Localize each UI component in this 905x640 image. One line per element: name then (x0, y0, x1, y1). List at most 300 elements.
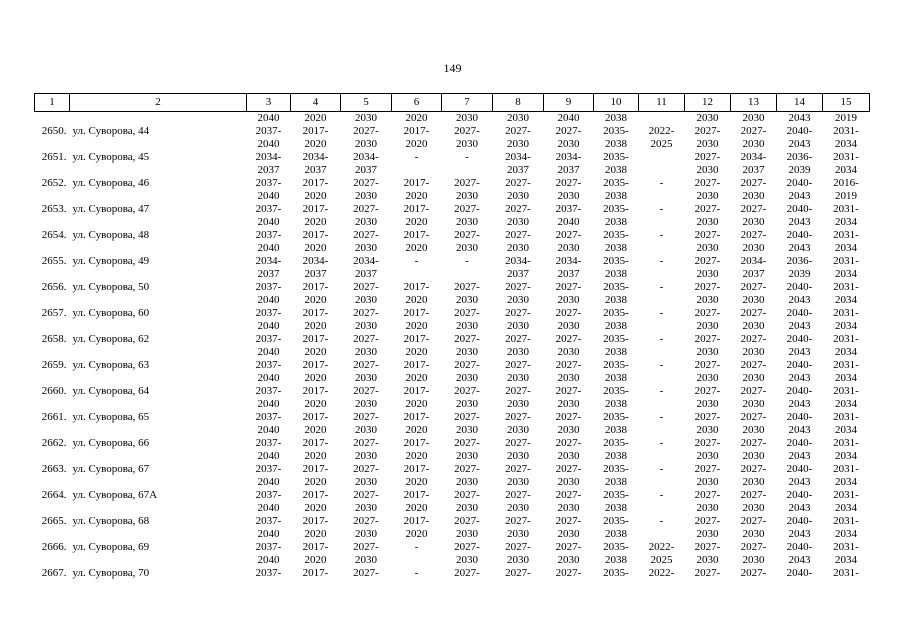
address-cell (70, 411, 247, 437)
year-cell (291, 307, 341, 333)
year-end: 2030 (696, 502, 719, 514)
year-cell (493, 333, 544, 359)
year-cell (594, 333, 639, 359)
year-cell (544, 151, 594, 177)
year-end: 2030 (355, 346, 377, 358)
address-cell (70, 125, 247, 151)
cell-line (73, 320, 247, 333)
year-cell (493, 411, 544, 437)
year-start: 2027- (740, 437, 767, 449)
year-end: 2030 (557, 398, 580, 410)
year-end: 2020 (304, 424, 327, 436)
year-cell (247, 125, 291, 151)
year-cell (777, 255, 823, 281)
year-start: 2027- (454, 463, 480, 475)
row-number: 2658. (41, 333, 67, 345)
year-start: 2035- (603, 281, 629, 293)
year-start: 2037- (255, 515, 282, 527)
year-start: 2027- (353, 177, 379, 189)
address-text: ул. Суворова, 50 (72, 281, 150, 293)
year-end: 2030 (456, 320, 478, 332)
year-end: 2030 (557, 138, 580, 150)
year-cell (685, 567, 731, 580)
year-end (639, 476, 685, 489)
year-end (639, 268, 685, 281)
row-number-cell (35, 177, 70, 203)
year-start: 2035- (603, 385, 629, 397)
year-cell (291, 333, 341, 359)
year-end: 2030 (456, 346, 478, 358)
year-start (639, 151, 685, 164)
year-cell (639, 515, 685, 541)
row-number-cell (35, 333, 70, 359)
year-end: 2038 (605, 138, 627, 150)
year-start: 2031- (833, 411, 859, 423)
year-cell (291, 281, 341, 307)
table-row (35, 229, 870, 255)
year-start: 2034- (353, 255, 379, 267)
year-start: 2027- (505, 203, 531, 215)
year-cell (731, 255, 777, 281)
year-cell (544, 177, 594, 203)
year-end: 2038 (605, 476, 627, 488)
year-start: 2027- (353, 125, 379, 137)
year-end (639, 320, 685, 333)
year-cell (639, 112, 685, 126)
year-end: 2038 (605, 424, 627, 436)
year-start: 2037- (255, 307, 282, 319)
year-start: - (659, 359, 664, 371)
year-end: 2043 (788, 294, 811, 306)
year-cell (341, 385, 392, 411)
year-start: 2034- (555, 255, 582, 267)
year-cell (544, 411, 594, 437)
year-end: 2030 (696, 528, 719, 540)
year-end: 2040 (257, 502, 280, 514)
year-cell (442, 151, 493, 177)
year-end: 2038 (605, 502, 627, 514)
year-end: 2030 (557, 424, 580, 436)
year-end: 2034 (835, 346, 857, 358)
row-number: 2660. (41, 385, 67, 397)
year-cell (544, 333, 594, 359)
year-start: 2027- (353, 229, 379, 241)
year-end: 2020 (405, 528, 428, 540)
year-cell (731, 515, 777, 541)
year-start: 2027- (555, 515, 582, 527)
year-start: 2017- (403, 229, 430, 241)
year-start: 2027- (353, 203, 379, 215)
year-cell (594, 437, 639, 463)
year-cell (493, 151, 544, 177)
year-cell (594, 229, 639, 255)
year-cell (639, 177, 685, 203)
year-cell (341, 463, 392, 489)
year-start: 2040- (786, 307, 813, 319)
year-cell (442, 359, 493, 385)
year-cell (731, 151, 777, 177)
column-header-13: 13 (731, 94, 777, 112)
year-end: 2037 (257, 164, 280, 176)
year-start: 2027- (694, 125, 721, 137)
year-end: 2030 (355, 242, 377, 254)
cell-line: 2030 (507, 112, 529, 124)
year-start: 2031- (833, 255, 859, 267)
year-start: 2027- (694, 463, 721, 475)
year-start: 2017- (403, 437, 430, 449)
table-row (35, 359, 870, 385)
year-cell (639, 203, 685, 229)
year-start: 2035- (603, 333, 629, 345)
year-end: 2030 (557, 320, 580, 332)
year-start: 2017- (403, 333, 430, 345)
address-cell (70, 203, 247, 229)
address-text: ул. Суворова, 60 (72, 307, 150, 319)
year-cell (685, 489, 731, 515)
year-start: 2027- (505, 385, 531, 397)
row-number-cell (35, 489, 70, 515)
year-cell (291, 411, 341, 437)
year-start: 2031- (833, 541, 859, 553)
year-end: 2030 (696, 320, 719, 332)
year-cell (442, 229, 493, 255)
row-number-cell (35, 515, 70, 541)
row-number-cell (35, 411, 70, 437)
year-start: 2027- (694, 437, 721, 449)
year-cell (685, 151, 731, 177)
year-end: 2020 (304, 242, 327, 254)
year-start: 2027- (454, 385, 480, 397)
year-cell (685, 515, 731, 541)
year-start: 2031- (833, 567, 859, 579)
year-cell (823, 281, 870, 307)
table-row (35, 567, 870, 580)
cell-line: 2030 (456, 112, 478, 124)
cell-line (73, 424, 247, 437)
year-start: 2027- (505, 541, 531, 553)
year-start: 2027- (353, 359, 379, 371)
year-cell (823, 463, 870, 489)
row-number: 2653. (41, 203, 67, 215)
year-start: 2031- (833, 463, 859, 475)
year-cell (247, 567, 291, 580)
year-cell (247, 177, 291, 203)
year-cell (685, 177, 731, 203)
cell-line (35, 450, 67, 463)
year-end: 2038 (605, 450, 627, 462)
year-start: 2034- (302, 151, 329, 163)
address-text: ул. Суворова, 49 (72, 255, 150, 267)
year-cell (823, 255, 870, 281)
row-number: 2666. (41, 541, 67, 553)
year-cell (392, 437, 442, 463)
year-cell (731, 177, 777, 203)
year-end: 2030 (742, 502, 765, 514)
year-start: - (659, 411, 664, 423)
year-cell (247, 489, 291, 515)
year-cell (493, 515, 544, 541)
cell-line: 2038 (605, 112, 627, 124)
year-end: 2040 (257, 190, 280, 202)
year-start: 2017- (403, 463, 430, 475)
table-row (35, 463, 870, 489)
year-end: 2030 (456, 476, 478, 488)
year-cell (594, 359, 639, 385)
year-end: 2030 (742, 424, 765, 436)
year-start: 2035- (603, 437, 629, 449)
year-start: 2031- (833, 333, 859, 345)
year-end: 2030 (696, 372, 719, 384)
year-cell (291, 489, 341, 515)
year-start: 2027- (353, 463, 379, 475)
year-end: 2030 (507, 294, 529, 306)
year-end: 2043 (788, 216, 811, 228)
year-cell (247, 229, 291, 255)
year-start: 2027- (694, 385, 721, 397)
year-cell (639, 385, 685, 411)
row-number-cell (35, 307, 70, 333)
year-cell (247, 437, 291, 463)
year-cell (685, 203, 731, 229)
year-start: 2027- (505, 437, 531, 449)
year-start: 2037- (255, 281, 282, 293)
year-start: 2034- (255, 255, 282, 267)
year-end (639, 502, 685, 515)
year-cell (639, 567, 685, 580)
year-end (639, 398, 685, 411)
year-end: 2030 (696, 190, 719, 202)
year-cell (392, 229, 442, 255)
year-end: 2030 (507, 502, 529, 514)
year-end: 2030 (557, 190, 580, 202)
year-end (392, 268, 442, 281)
year-cell (442, 255, 493, 281)
year-cell (544, 307, 594, 333)
year-cell (731, 541, 777, 567)
address-cell (70, 177, 247, 203)
year-start: 2027- (505, 229, 531, 241)
year-cell (731, 437, 777, 463)
year-end: 2020 (405, 346, 428, 358)
year-cell (823, 567, 870, 580)
year-end: 2020 (405, 450, 428, 462)
year-start: 2017- (403, 203, 430, 215)
year-cell (291, 385, 341, 411)
year-start: 2017- (403, 281, 430, 293)
year-end: 2020 (304, 138, 327, 150)
year-end: 2038 (605, 190, 627, 202)
year-end: 2020 (405, 294, 428, 306)
year-cell (341, 307, 392, 333)
year-end: 2030 (456, 294, 478, 306)
column-header-11: 11 (639, 94, 685, 112)
column-header-14: 14 (777, 94, 823, 112)
year-cell (247, 411, 291, 437)
year-cell (594, 203, 639, 229)
year-start: 2017- (302, 489, 329, 501)
year-end: 2030 (355, 138, 377, 150)
year-start: 2017- (302, 307, 329, 319)
year-start: 2027- (694, 541, 721, 553)
table-row (35, 541, 870, 567)
year-cell (392, 489, 442, 515)
year-start: 2034- (302, 255, 329, 267)
column-header-9: 9 (544, 94, 594, 112)
year-cell (777, 112, 823, 126)
year-cell (777, 177, 823, 203)
year-end: 2020 (405, 424, 428, 436)
year-end: 2030 (742, 528, 765, 540)
row-number-cell (35, 463, 70, 489)
year-cell (247, 151, 291, 177)
year-end: 2020 (304, 372, 327, 384)
year-end: 2034 (835, 528, 857, 540)
year-end: 2043 (788, 450, 811, 462)
cell-line (35, 398, 67, 411)
year-start: 2035- (603, 567, 629, 579)
year-cell (493, 489, 544, 515)
year-start: 2027- (740, 411, 767, 423)
year-end: 2030 (557, 502, 580, 514)
year-cell (247, 255, 291, 281)
year-start: 2027- (694, 411, 721, 423)
year-end: 2030 (742, 138, 765, 150)
cell-line: 2030 (355, 112, 377, 124)
year-end: 2034 (835, 476, 857, 488)
year-end: 2043 (788, 476, 811, 488)
year-cell (594, 151, 639, 177)
year-end: 2030 (507, 372, 529, 384)
row-number-cell (35, 541, 70, 567)
year-start: 2040- (786, 229, 813, 241)
column-header-2: 2 (70, 94, 247, 112)
year-cell (685, 255, 731, 281)
year-cell (247, 541, 291, 567)
year-end: 2030 (742, 398, 765, 410)
year-end: 2043 (788, 398, 811, 410)
year-start: 2037- (555, 203, 582, 215)
year-cell (639, 229, 685, 255)
year-end: 2030 (696, 450, 719, 462)
year-cell (247, 515, 291, 541)
year-cell (544, 112, 594, 126)
year-start: 2035- (603, 515, 629, 527)
cell-line (35, 346, 67, 359)
year-start: 2035- (603, 151, 629, 163)
year-end: 2030 (696, 398, 719, 410)
year-cell (493, 567, 544, 580)
row-number-cell (35, 437, 70, 463)
year-end: 2030 (557, 450, 580, 462)
year-start: 2027- (353, 515, 379, 527)
year-start: 2037- (255, 567, 282, 579)
cell-line (70, 112, 247, 125)
year-end (639, 346, 685, 359)
table-row (35, 151, 870, 177)
cell-line (35, 372, 67, 385)
year-end (442, 268, 493, 281)
year-end: 2038 (605, 294, 627, 306)
year-cell (544, 567, 594, 580)
table-row (35, 411, 870, 437)
cell-line (73, 138, 247, 151)
year-start: 2017- (302, 125, 329, 137)
year-start: 2027- (740, 229, 767, 241)
year-cell (493, 229, 544, 255)
year-cell (493, 177, 544, 203)
year-end: 2030 (456, 216, 478, 228)
year-cell (493, 112, 544, 126)
year-cell (341, 281, 392, 307)
year-start: 2027- (694, 281, 721, 293)
year-cell (777, 515, 823, 541)
year-cell (442, 125, 493, 151)
year-cell (823, 333, 870, 359)
year-cell (291, 567, 341, 580)
year-cell (442, 411, 493, 437)
address-cell (70, 333, 247, 359)
year-cell (777, 567, 823, 580)
year-start: 2034- (740, 255, 767, 267)
cell-line (35, 294, 67, 307)
year-cell (392, 541, 442, 567)
cell-line (35, 528, 67, 541)
row-number-cell (35, 125, 70, 151)
year-start: 2034- (505, 255, 531, 267)
year-end: 2030 (456, 554, 478, 566)
year-end: 2040 (257, 476, 280, 488)
year-cell (777, 151, 823, 177)
year-start: 2027- (740, 359, 767, 371)
row-number-cell (35, 281, 70, 307)
year-cell (291, 515, 341, 541)
table-row (35, 255, 870, 281)
year-start: 2027- (740, 541, 767, 553)
year-start: 2027- (740, 463, 767, 475)
cell-line (35, 216, 67, 229)
year-end: 2020 (304, 528, 327, 540)
year-start: 2040- (786, 463, 813, 475)
table-row (35, 307, 870, 333)
year-start: 2027- (353, 385, 379, 397)
year-start: - (414, 255, 419, 267)
year-start: 2017- (403, 359, 430, 371)
year-cell (639, 281, 685, 307)
cell-line (73, 554, 247, 567)
year-end: 2030 (742, 450, 765, 462)
year-end: 2030 (507, 138, 529, 150)
year-end: 2030 (456, 528, 478, 540)
year-start: 2031- (833, 359, 859, 371)
year-end: 2030 (742, 320, 765, 332)
year-end: 2030 (696, 242, 719, 254)
year-end: 2037 (507, 268, 529, 280)
year-start: 2022- (648, 541, 675, 553)
year-start: 2027- (555, 281, 582, 293)
column-header-7: 7 (442, 94, 493, 112)
year-end: 2043 (788, 554, 811, 566)
year-end: 2030 (355, 424, 377, 436)
year-start: 2034- (353, 151, 379, 163)
year-end: 2037 (304, 164, 327, 176)
year-cell (731, 333, 777, 359)
year-start: 2037- (255, 385, 282, 397)
year-start: 2027- (555, 567, 582, 579)
year-cell (392, 359, 442, 385)
year-start: 2017- (302, 515, 329, 527)
year-end: 2030 (557, 346, 580, 358)
cell-line: 2019 (835, 112, 857, 124)
